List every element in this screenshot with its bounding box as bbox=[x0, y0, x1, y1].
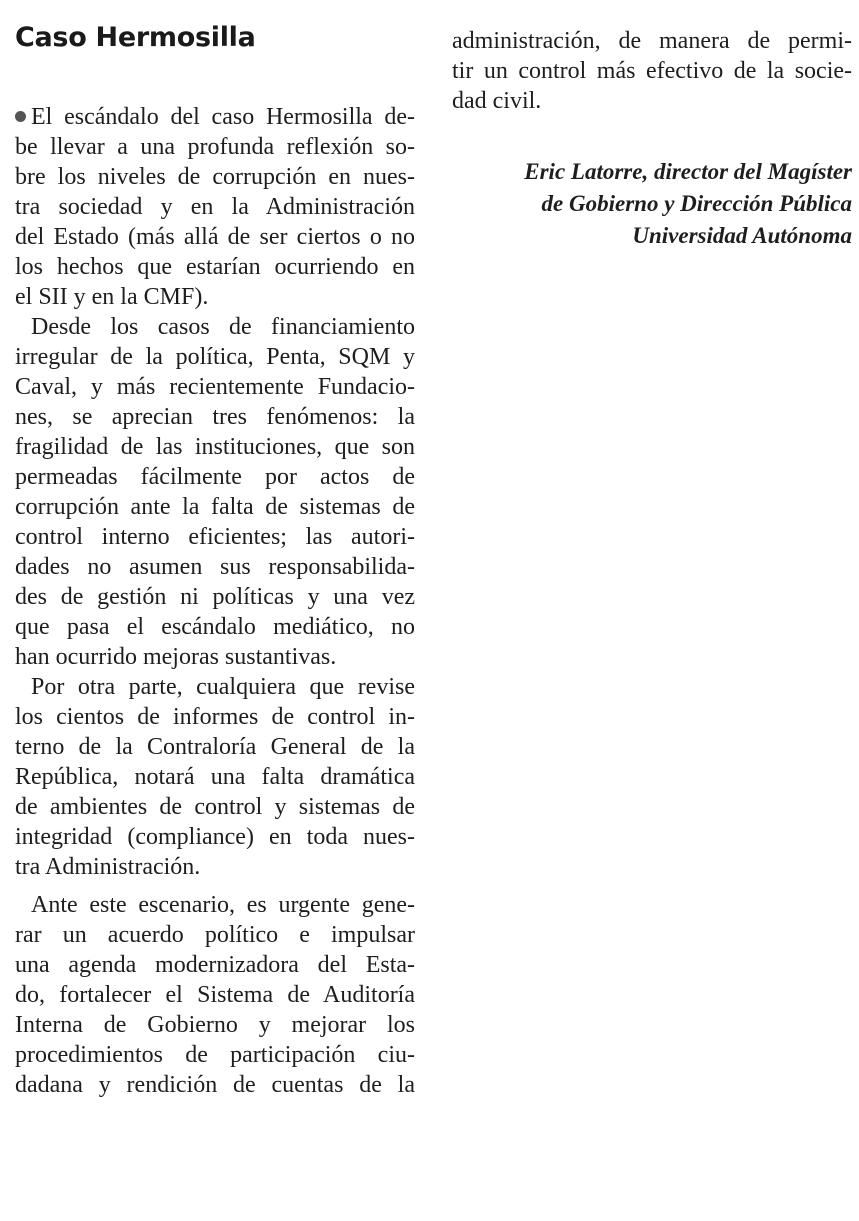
paragraph-line: procedimientos de participación ciu- bbox=[15, 1042, 415, 1068]
paragraph-line: bre los niveles de corrupción en nues- bbox=[15, 164, 415, 190]
signature-line: Universidad Autónoma bbox=[632, 223, 852, 248]
signature-line: Eric Latorre, director del Magíster bbox=[524, 159, 852, 184]
paragraph-line: be llevar a una profunda reflexión so- bbox=[15, 134, 415, 160]
paragraph-line: los cientos de informes de control in- bbox=[15, 704, 415, 730]
paragraph-1 bbox=[15, 102, 415, 312]
paragraph-line: los hechos que estarían ocurriendo en bbox=[15, 254, 415, 280]
paragraph-line bbox=[15, 102, 415, 132]
right-column bbox=[452, 26, 852, 252]
paragraph-line: nes, se aprecian tres fenómenos: la bbox=[15, 404, 415, 430]
paragraph-line: Caval, y más recientemente Fundacio- bbox=[15, 374, 415, 400]
line-text: El escándalo del caso Hermosilla de- bbox=[31, 104, 415, 130]
article-headline: Caso Hermosilla bbox=[15, 22, 256, 53]
paragraph-line: de ambientes de control y sistemas de bbox=[15, 794, 415, 820]
paragraph-line: Por otra parte, cualquiera que revise bbox=[31, 674, 415, 700]
paragraph-line: irregular de la política, Penta, SQM y bbox=[15, 344, 415, 370]
paragraph-line: han ocurrido mejoras sustantivas. bbox=[15, 644, 337, 670]
paragraph-line: Interna de Gobierno y mejorar los bbox=[15, 1012, 415, 1038]
paragraph-line: corrupción ante la falta de sistemas de bbox=[15, 494, 415, 520]
paragraph-3 bbox=[15, 672, 415, 882]
paragraph-line: dad civil. bbox=[452, 88, 542, 114]
paragraph-line: fragilidad de las instituciones, que son bbox=[15, 434, 415, 460]
paragraph-line: administración, de manera de permi- bbox=[452, 28, 852, 54]
paragraph-4-continued bbox=[452, 26, 852, 116]
paragraph-line: dadana y rendición de cuentas de la bbox=[15, 1072, 415, 1098]
left-column bbox=[15, 18, 415, 1100]
paragraph-line: tir un control más efectivo de la socie- bbox=[452, 58, 852, 84]
paragraph-line: des de gestión ni políticas y una vez bbox=[15, 584, 415, 610]
paragraph-line: una agenda modernizadora del Esta- bbox=[15, 952, 415, 978]
paragraph-line: República, notará una falta dramática bbox=[15, 764, 415, 790]
paragraph-line: tra sociedad y en la Administración bbox=[15, 194, 415, 220]
paragraph-2 bbox=[15, 312, 415, 672]
author-signature bbox=[452, 156, 852, 252]
paragraph-line: terno de la Contraloría General de la bbox=[15, 734, 415, 760]
paragraph-line: el SII y en la CMF). bbox=[15, 284, 209, 310]
signature-line: de Gobierno y Dirección Pública bbox=[541, 191, 852, 216]
paragraph-line: del Estado (más allá de ser ciertos o no bbox=[15, 224, 415, 250]
paragraph-line: do, fortalecer el Sistema de Auditoría bbox=[15, 982, 415, 1008]
paragraph-line: permeadas fácilmente por actos de bbox=[15, 464, 415, 490]
paragraph-line: tra Administración. bbox=[15, 854, 201, 880]
bullet-icon bbox=[15, 111, 26, 122]
paragraph-line: dades no asumen sus responsabilida- bbox=[15, 554, 415, 580]
paragraph-line: integridad (compliance) en toda nues- bbox=[15, 824, 415, 850]
paragraph-4 bbox=[15, 890, 415, 1100]
paragraph-line: control interno eficientes; las autori- bbox=[15, 524, 415, 550]
paragraph-line: Ante este escenario, es urgente gene- bbox=[31, 892, 415, 918]
paragraph-line: rar un acuerdo político e impulsar bbox=[15, 922, 415, 948]
paragraph-gap bbox=[15, 882, 415, 890]
paragraph-line: que pasa el escándalo mediático, no bbox=[15, 614, 415, 640]
paragraph-line: Desde los casos de financiamiento bbox=[31, 314, 415, 340]
